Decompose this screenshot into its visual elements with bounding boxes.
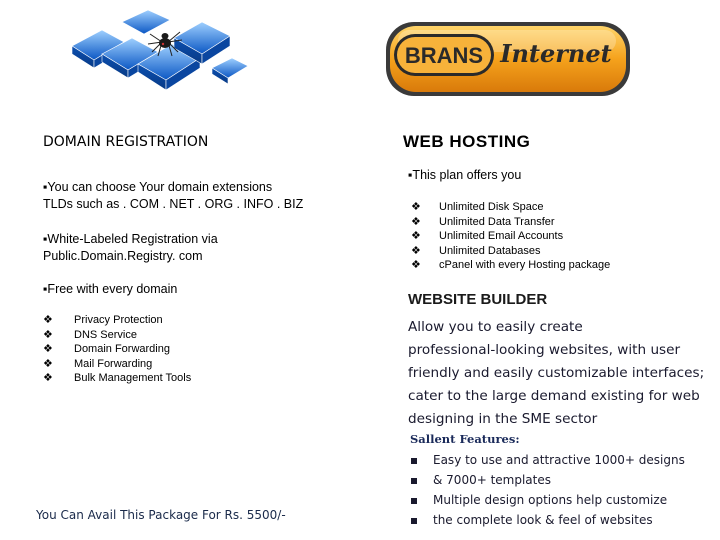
list-item: Multiple design options help customize bbox=[408, 490, 685, 510]
list-item: ❖ DNS Service bbox=[43, 328, 137, 341]
web-hosting-heading: WEB HOSTING bbox=[403, 132, 531, 151]
diamond-bullet-icon: ❖ bbox=[411, 244, 421, 257]
builder-line: Allow you to easily create bbox=[408, 319, 583, 335]
list-item: ❖ Unlimited Email Accounts bbox=[411, 230, 564, 242]
list-item: & 7000+ templates bbox=[408, 470, 685, 490]
domain-registration-heading: DOMAIN REGISTRATION bbox=[43, 134, 209, 150]
white-label-line-2: Public.Domain.Registry. com bbox=[43, 249, 203, 263]
logo-brand-text: BRANS bbox=[404, 43, 484, 68]
extensions-line-1: ▪You can choose Your domain extensions bbox=[43, 180, 273, 194]
list-item: ❖ Privacy Protection bbox=[43, 314, 163, 326]
brans-internet-logo bbox=[384, 16, 632, 98]
salient-features-heading: Sallent Features: bbox=[410, 432, 520, 446]
plan-intro-text: ▪This plan offers you bbox=[408, 168, 522, 182]
extensions-line-2: TLDs such as . COM . NET . ORG . INFO . BIZ bbox=[43, 197, 304, 211]
builder-line: designing in the SME sector bbox=[408, 411, 598, 427]
diamond-bullet-icon: ❖ bbox=[411, 259, 421, 271]
diamond-bullet-icon: ❖ bbox=[411, 215, 421, 228]
white-label-paragraph bbox=[43, 231, 218, 265]
diamond-bullet-icon: ❖ bbox=[43, 314, 53, 326]
diamond-bullet-icon: ❖ bbox=[43, 372, 53, 384]
website-builder-heading: WEBSITE BUILDER bbox=[408, 291, 548, 308]
domain-features-list bbox=[43, 313, 191, 386]
square-bullet-icon bbox=[411, 518, 417, 524]
square-bullet-icon bbox=[411, 478, 417, 484]
white-label-line-1: ▪White-Labeled Registration via bbox=[43, 232, 218, 246]
free-with-domain-text: ▪Free with every domain bbox=[43, 282, 178, 296]
list-item: ❖ cPanel with every Hosting package bbox=[411, 259, 611, 271]
square-bullet-icon bbox=[411, 498, 417, 504]
list-item: ❖ Bulk Management Tools bbox=[43, 372, 192, 384]
builder-line: friendly and easily customizable interfaces; bbox=[408, 365, 705, 381]
logo-word-text: Internet bbox=[500, 39, 612, 68]
diamond-bullet-icon: ❖ bbox=[43, 328, 53, 341]
salient-features-list bbox=[408, 450, 685, 530]
list-item: ❖ Unlimited Disk Space bbox=[411, 201, 544, 213]
extensions-paragraph bbox=[43, 179, 303, 213]
diamond-bullet-icon: ❖ bbox=[43, 357, 53, 370]
hosting-features-list bbox=[411, 200, 610, 273]
diamond-bullet-icon: ❖ bbox=[43, 343, 53, 355]
list-item: ❖ Mail Forwarding bbox=[43, 357, 153, 370]
list-item: Easy to use and attractive 1000+ designs bbox=[408, 450, 685, 470]
list-item: ❖ Domain Forwarding bbox=[43, 343, 170, 355]
builder-line: cater to the large demand existing for web bbox=[408, 388, 700, 404]
diamond-bullet-icon: ❖ bbox=[411, 230, 421, 242]
list-item: ❖ Unlimited Data Transfer bbox=[411, 215, 555, 228]
website-builder-description bbox=[408, 316, 708, 431]
square-bullet-icon bbox=[411, 458, 417, 464]
builder-line: professional-looking websites, with user bbox=[408, 342, 681, 358]
diamond-bullet-icon: ❖ bbox=[411, 201, 421, 213]
package-price-footer: You Can Avail This Package For Rs. 5500/- bbox=[36, 508, 286, 522]
list-item: the complete look & feel of websites bbox=[408, 510, 685, 530]
cubes-spider-image bbox=[62, 8, 252, 108]
list-item: ❖ Unlimited Databases bbox=[411, 244, 541, 257]
